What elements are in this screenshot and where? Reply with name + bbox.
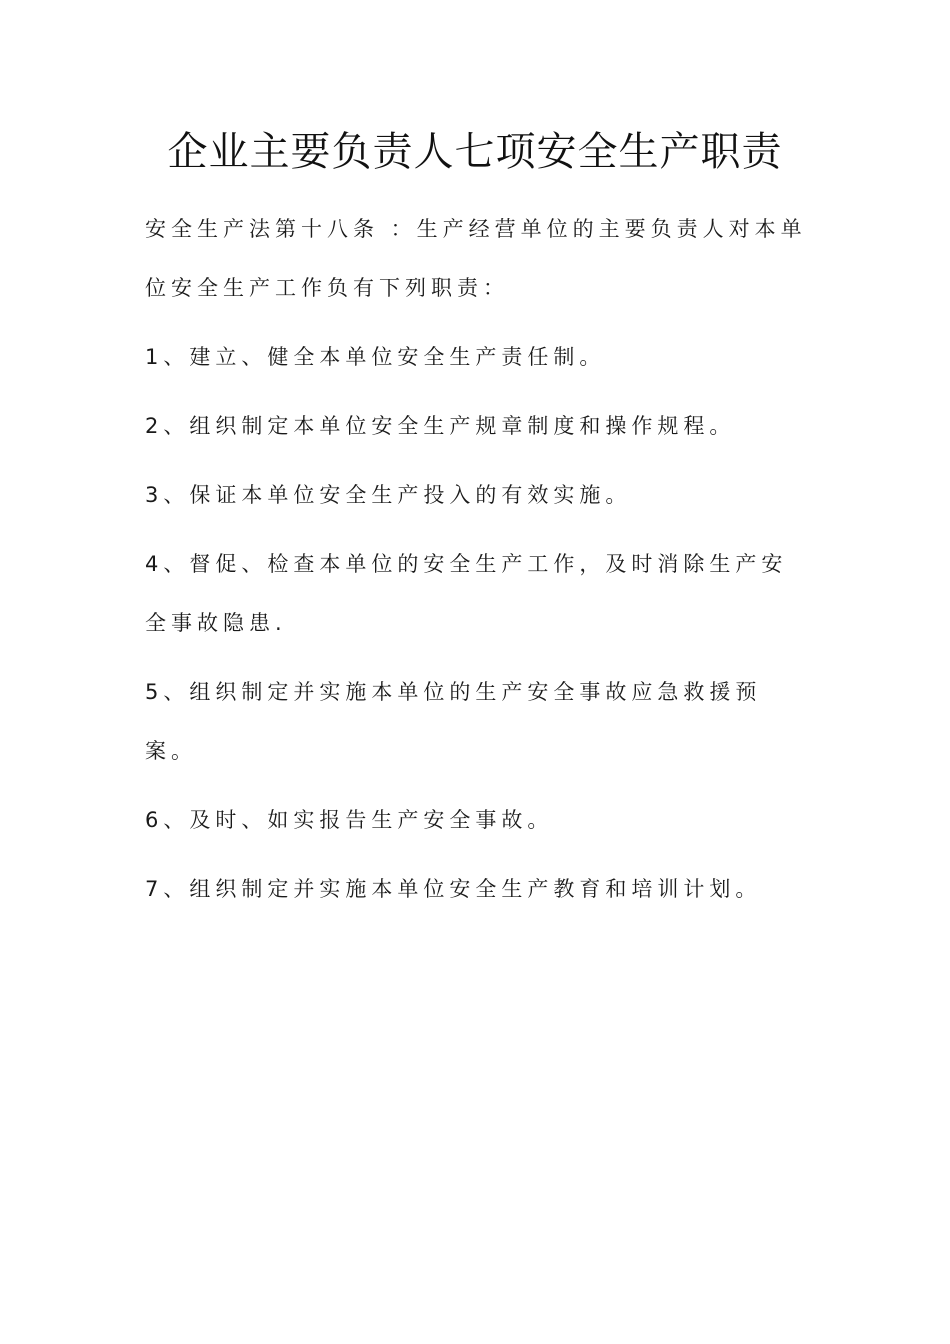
duty-item-3: 3、保证本单位安全生产投入的有效实施。 <box>145 483 632 507</box>
duty-item-6: 6、及时、如实报告生产安全事故。 <box>145 808 554 832</box>
duty-item-7: 7、组织制定并实施本单位安全生产教育和培训计划。 <box>145 877 762 901</box>
duty-item-2: 2、组织制定本单位安全生产规章制度和操作规程。 <box>145 414 736 438</box>
document-title: 企业主要负责人七项安全生产职责 <box>167 129 783 175</box>
document-body <box>145 200 813 929</box>
duty-item-4: 4、督促、检查本单位的安全生产工作，及时消除生产安全事故隐患. <box>145 552 788 635</box>
duty-item-5: 5、组织制定并实施本单位的生产安全事故应急救援预案。 <box>145 680 762 763</box>
intro-paragraph: 安全生产法第十八条 ：生产经营单位的主要负责人对本单位安全生产工作负有下列职责： <box>145 217 807 300</box>
duty-item-1: 1、建立、健全本单位安全生产责任制。 <box>145 345 606 369</box>
